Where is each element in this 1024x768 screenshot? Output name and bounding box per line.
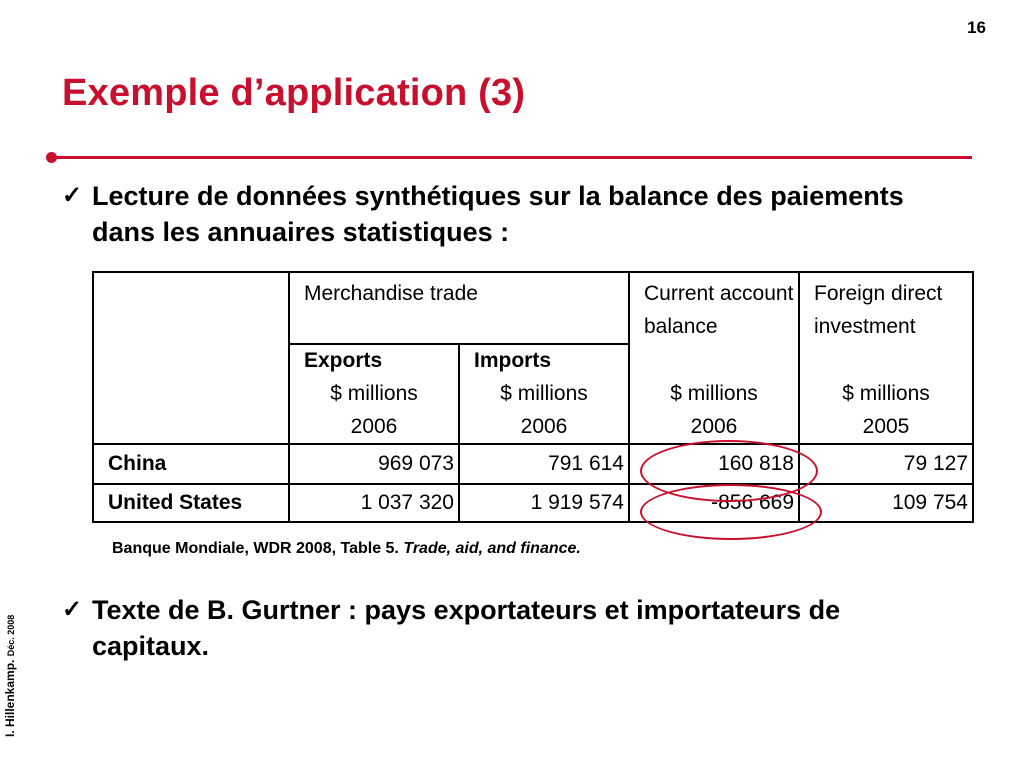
units-imports: $ millions 2006 (459, 377, 629, 444)
china-current-account: 160 818 (629, 444, 799, 484)
header-current-account: Current account balance (629, 272, 799, 377)
bullet-1-text: Lecture de données synthétiques sur la balance des paiements dans les annuaires statistiques : (92, 181, 904, 247)
us-exports: 1 037 320 (289, 484, 459, 522)
table-row (93, 484, 973, 522)
header-exports: Exports (289, 344, 459, 377)
header-imports: Imports (459, 344, 629, 377)
checkmark-icon: ✓ (62, 596, 83, 623)
row-label-china: China (93, 444, 289, 484)
highlight-circle-us-current-account (640, 484, 822, 540)
bullet-2-text: Texte de B. Gurtner : pays exportateurs et importateurs de capitaux. (92, 595, 841, 661)
us-fdi: 109 754 (799, 484, 973, 522)
us-imports: 1 919 574 (459, 484, 629, 522)
china-fdi: 79 127 (799, 444, 973, 484)
units-exports: $ millions 2006 (289, 377, 459, 444)
header-fdi: Foreign direct investment (799, 272, 973, 377)
units-fdi: $ millions 2005 (799, 377, 973, 444)
author-footer: I. Hillenkamp. Déc. 2008 (3, 614, 17, 737)
china-exports: 969 073 (289, 444, 459, 484)
table-corner-cell (93, 272, 289, 444)
bullet-1 (62, 178, 952, 250)
title-rule (52, 156, 972, 159)
slide-title: Exemple d’application (3) (62, 72, 526, 114)
header-merchandise-trade: Merchandise trade (289, 272, 629, 344)
checkmark-icon: ✓ (62, 182, 83, 209)
table-row (93, 444, 973, 484)
source-citation: Banque Mondiale, WDR 2008, Table 5. Trade, aid, and finance. (112, 540, 581, 557)
bullet-2 (62, 592, 952, 664)
units-current-account: $ millions 2006 (629, 377, 799, 444)
balance-of-payments-table (92, 271, 974, 523)
page-number: 16 (967, 18, 986, 37)
row-label-united-states: United States (93, 484, 289, 522)
us-current-account: -856 669 (629, 484, 799, 522)
china-imports: 791 614 (459, 444, 629, 484)
